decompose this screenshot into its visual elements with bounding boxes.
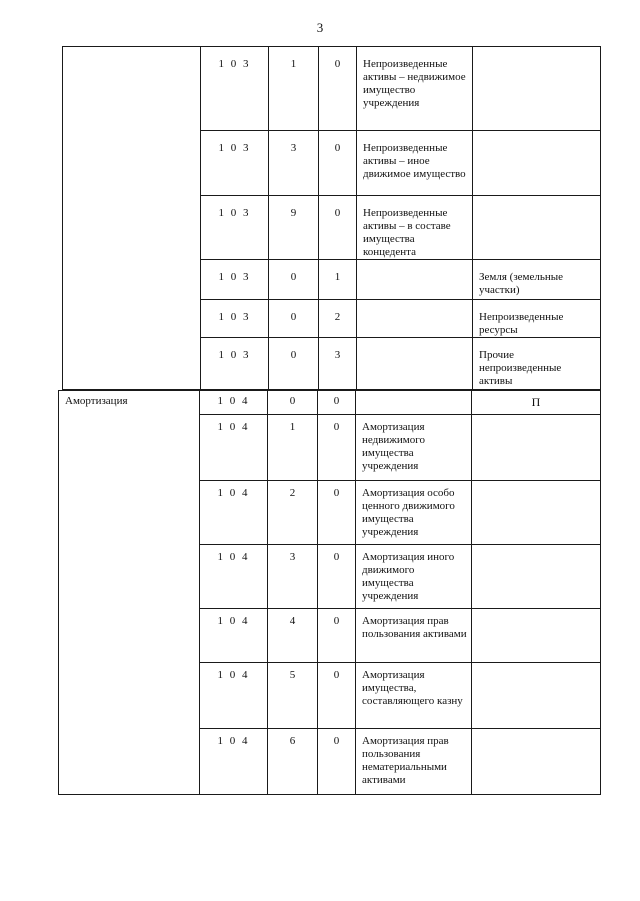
- subcode-cell: 0: [318, 481, 356, 545]
- account-name-cell: [357, 300, 473, 338]
- subcode-cell: 0: [319, 196, 357, 260]
- note-cell: [472, 545, 601, 609]
- accounts-table-104: [58, 390, 601, 795]
- account-name-cell: Амортизация иного движимого имущества учреждения: [356, 545, 472, 609]
- group-label-cell: [63, 47, 201, 390]
- accounts-table-103: [62, 46, 601, 390]
- account-name-cell: Непроизведенные активы – иное движимое имущество: [357, 131, 473, 196]
- code-cell: 1 0 4: [200, 545, 268, 609]
- account-name-cell: [356, 391, 472, 415]
- subcode-cell: 3: [269, 131, 319, 196]
- subcode-cell: 6: [268, 729, 318, 795]
- note-cell: Земля (земельные участки): [473, 260, 601, 300]
- code-cell: 1 0 4: [200, 663, 268, 729]
- code-cell: 1 0 4: [200, 609, 268, 663]
- account-name-cell: Амортизация прав пользования активами: [356, 609, 472, 663]
- group-label-cell: Амортизация: [59, 391, 200, 795]
- account-name-cell: Непроизведенные активы – в составе имущества концедента: [357, 196, 473, 260]
- note-cell: [473, 196, 601, 260]
- code-cell: 1 0 4: [200, 391, 268, 415]
- subcode-cell: 9: [269, 196, 319, 260]
- table-block-104: [58, 390, 601, 795]
- subcode-cell: 3: [319, 338, 357, 390]
- subcode-cell: 2: [268, 481, 318, 545]
- note-cell: [473, 47, 601, 131]
- page-number: 3: [316, 20, 324, 35]
- subcode-cell: 0: [269, 300, 319, 338]
- code-cell: 1 0 3: [201, 338, 269, 390]
- note-cell: [472, 481, 601, 545]
- subcode-cell: 0: [318, 391, 356, 415]
- account-name-cell: Амортизация имущества, составляющего казну: [356, 663, 472, 729]
- subcode-cell: 1: [269, 47, 319, 131]
- table-row: [63, 47, 601, 131]
- account-name-cell: Непроизведенные активы – недвижимое имущество учреждения: [357, 47, 473, 131]
- note-cell: [472, 663, 601, 729]
- note-cell: [472, 609, 601, 663]
- code-cell: 1 0 4: [200, 415, 268, 481]
- code-cell: 1 0 3: [201, 131, 269, 196]
- account-name-cell: Амортизация особо ценного движимого имущества учреждения: [356, 481, 472, 545]
- subcode-cell: 0: [318, 415, 356, 481]
- code-cell: 1 0 3: [201, 300, 269, 338]
- table-block-103: [62, 46, 601, 390]
- note-cell: П: [472, 391, 601, 415]
- subcode-cell: 2: [319, 300, 357, 338]
- subcode-cell: 0: [319, 47, 357, 131]
- note-cell: [473, 131, 601, 196]
- subcode-cell: 0: [268, 391, 318, 415]
- code-cell: 1 0 4: [200, 481, 268, 545]
- subcode-cell: 0: [318, 609, 356, 663]
- note-cell: [472, 415, 601, 481]
- subcode-cell: 1: [319, 260, 357, 300]
- subcode-cell: 0: [269, 338, 319, 390]
- note-cell: [472, 729, 601, 795]
- note-cell: Прочие непроизведенные активы: [473, 338, 601, 390]
- subcode-cell: 0: [319, 131, 357, 196]
- subcode-cell: 5: [268, 663, 318, 729]
- code-cell: 1 0 3: [201, 260, 269, 300]
- subcode-cell: 3: [268, 545, 318, 609]
- code-cell: 1 0 4: [200, 729, 268, 795]
- subcode-cell: 0: [318, 663, 356, 729]
- note-cell: Непроизведенные ресурсы: [473, 300, 601, 338]
- subcode-cell: 0: [269, 260, 319, 300]
- account-name-cell: [357, 338, 473, 390]
- code-cell: 1 0 3: [201, 47, 269, 131]
- account-name-cell: Амортизация недвижимого имущества учреждения: [356, 415, 472, 481]
- table-row: [59, 391, 601, 415]
- subcode-cell: 0: [318, 729, 356, 795]
- subcode-cell: 0: [318, 545, 356, 609]
- account-name-cell: [357, 260, 473, 300]
- account-name-cell: Амортизация прав пользования нематериальными активами: [356, 729, 472, 795]
- subcode-cell: 4: [268, 609, 318, 663]
- code-cell: 1 0 3: [201, 196, 269, 260]
- subcode-cell: 1: [268, 415, 318, 481]
